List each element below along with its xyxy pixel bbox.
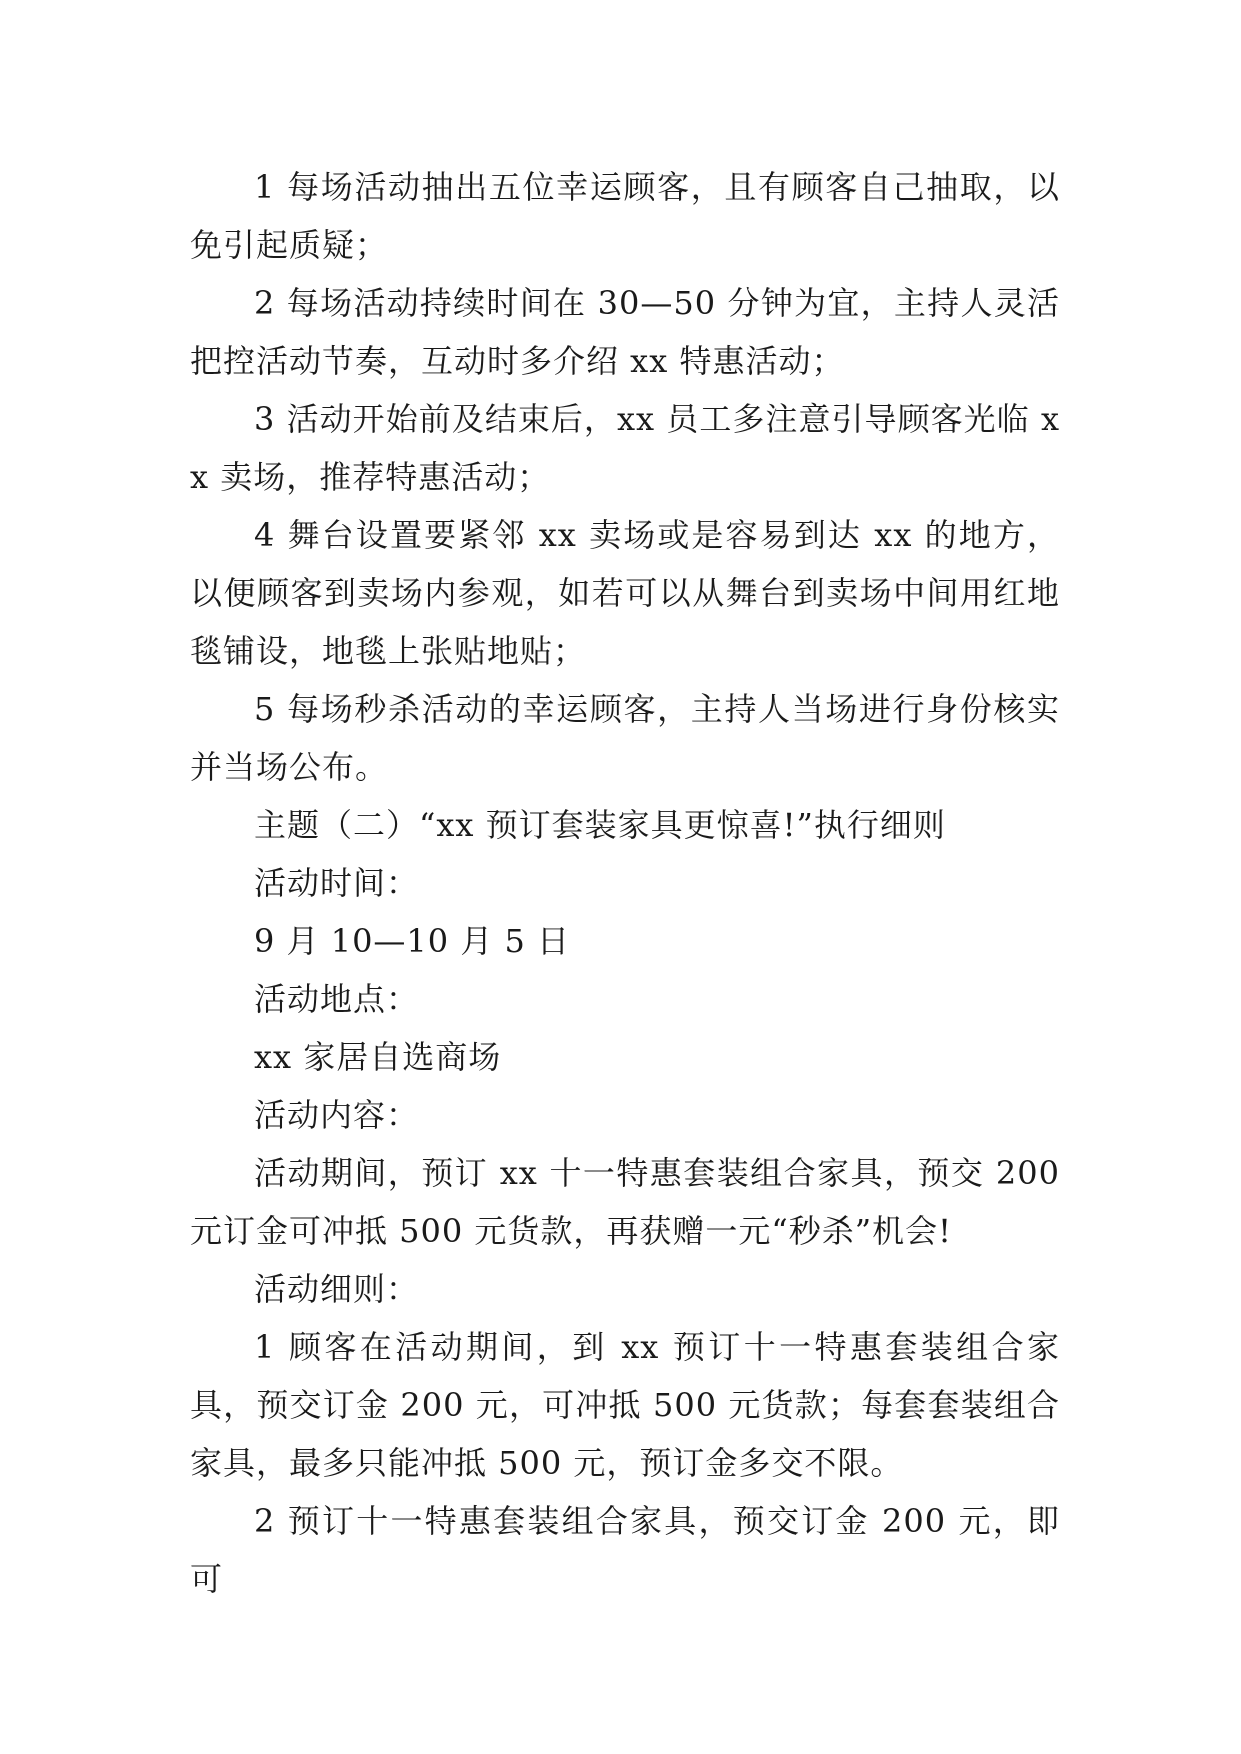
value-activity-location: xx 家居自选商场	[254, 1038, 502, 1076]
paragraph-detail-rule-1: 1 顾客在活动期间，到 xx 预订十一特惠套装组合家具，预交订金 200 元，可冲抵 500 元货款；每套套装组合家具，最多只能冲抵 500 元，预订金多交不限。	[190, 1328, 1060, 1482]
section-heading-theme-2: 主题（二）“xx 预订套装家具更惊喜!”执行细则	[254, 806, 946, 844]
value-activity-content: 活动期间，预订 xx 十一特惠套装组合家具，预交 200 元订金可冲抵 500 元货款，再获赠一元“秒杀”机会!	[190, 1154, 1060, 1250]
paragraph-rule-2: 2 每场活动持续时间在 30—50 分钟为宜，主持人灵活把控活动节奏，互动时多介绍 xx 特惠活动；	[190, 284, 1060, 380]
paragraph-rule-4: 4 舞台设置要紧邻 xx 卖场或是容易到达 xx 的地方，以便顾客到卖场内参观，如若可以从舞台到卖场中间用红地毯铺设，地毯上张贴地贴；	[190, 516, 1060, 670]
paragraph-detail-rule-2: 2 预订十一特惠套装组合家具，预交订金 200 元，即可	[190, 1502, 1060, 1598]
paragraph-rule-5: 5 每场秒杀活动的幸运顾客，主持人当场进行身份核实并当场公布。	[190, 690, 1060, 786]
value-activity-time: 9 月 10—10 月 5 日	[254, 922, 571, 960]
paragraph-rule-1: 1 每场活动抽出五位幸运顾客，且有顾客自己抽取，以免引起质疑；	[190, 168, 1060, 264]
document-body	[190, 158, 1060, 1608]
label-activity-location: 活动地点：	[254, 980, 420, 1018]
label-activity-time: 活动时间：	[254, 864, 420, 902]
paragraph-rule-3: 3 活动开始前及结束后，xx 员工多注意引导顾客光临 xx 卖场，推荐特惠活动；	[190, 400, 1060, 496]
label-activity-content: 活动内容：	[254, 1096, 420, 1134]
label-activity-rules: 活动细则：	[254, 1270, 420, 1308]
